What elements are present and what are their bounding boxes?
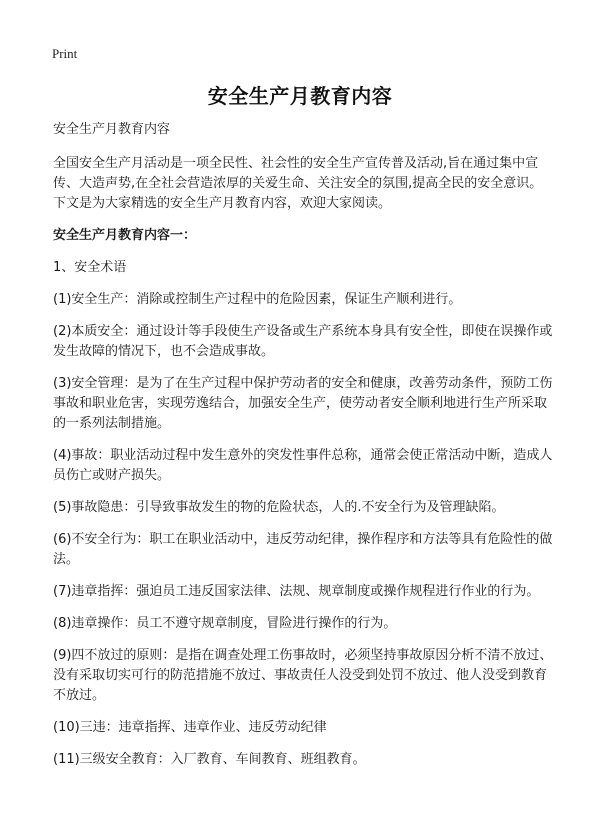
list-item: (8)违章操作：员工不遵守规章制度，冒险进行操作的行为。 <box>53 616 397 631</box>
list-item: (6)不安全行为：职工在职业活动中，违反劳动纪律，操作程序和方法等具有危险性的做法。 <box>53 532 553 567</box>
list-item: (1)安全生产：消除或控制生产过程中的危险因素，保证生产顺利进行。 <box>53 292 462 307</box>
list-item: (2)本质安全：通过设计等手段使生产设备或生产系统本身具有安全性，即使在误操作或发生故障的情况下，也不会造成事故。 <box>53 324 553 359</box>
list-title: 1、安全术语 <box>53 260 127 275</box>
print-link[interactable]: Print <box>52 46 78 61</box>
list-item: (9)四不放过的原则：是指在调查处理工伤事故时，必须坚持事故原因分析不清不放过、没有采取切实可行的防范措施不放过、事故责任人没受到处罚不放过、他人没受到教育不放过。 <box>53 648 553 703</box>
page-title: 安全生产月教育内容 <box>207 84 393 108</box>
list-item: (5)事故隐患：引导致事故发生的物的危险状态，人的.不安全行为及管理缺陷。 <box>53 500 505 515</box>
document-subtitle: 安全生产月教育内容 <box>53 122 171 137</box>
list-item: (3)安全管理：是为了在生产过程中保护劳动者的安全和健康，改善劳动条件，预防工伤事故和职业危害，实现劳逸结合，加强安全生产，使劳动者安全顺利地进行生产所采取的一系列法制措施。 <box>53 376 553 431</box>
list-item: (4)事故：职业活动过程中发生意外的突发性事件总称，通常会使正常活动中断，造成人员伤亡或财产损失。 <box>53 448 553 483</box>
document-body <box>53 120 553 782</box>
list-item: (10)三违：违章指挥、违章作业、违反劳动纪律 <box>53 720 327 735</box>
intro-paragraph: 全国安全生产月活动是一项全民性、社会性的安全生产宣传普及活动,旨在通过集中宣传、大造声势,在全社会营造浓厚的关爱生命、关注安全的氛围,提高全民的安全意识。下文是为大家精选的安全生产月教育内容，欢迎大家阅读。 <box>53 156 543 211</box>
list-item: (11)三级安全教育：入厂教育、车间教育、班组教育。 <box>53 752 366 767</box>
section-heading: 安全生产月教育内容一： <box>53 228 197 243</box>
list-item: (7)违章指挥：强迫员工违反国家法律、法规、规章制度或操作规程进行作业的行为。 <box>53 584 540 599</box>
